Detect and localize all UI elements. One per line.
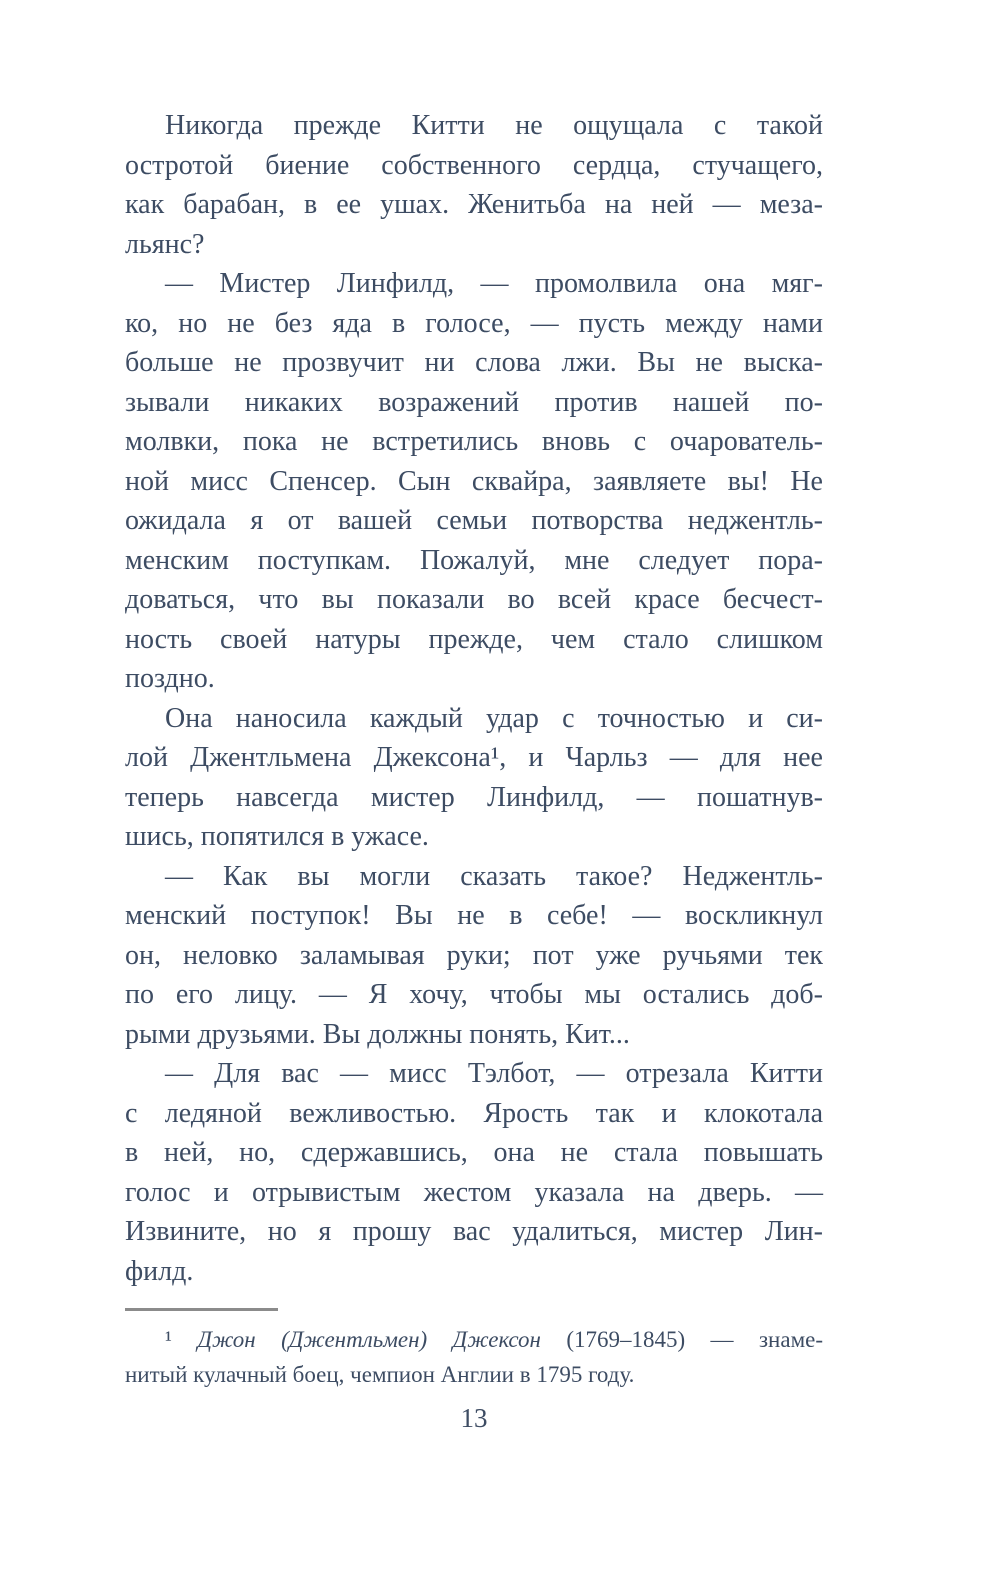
footnote-line [125, 1357, 823, 1392]
text-line: Никогда прежде Китти не ощущала с такой [165, 110, 823, 141]
paragraph [125, 857, 823, 1055]
text-line: он, неловко заламывая руки; пот уже ручьями тек [125, 939, 823, 971]
text-line: в ней, но, сдержавшись, она не стала повышать [125, 1137, 823, 1168]
footnote-text: ¹ [165, 1327, 198, 1352]
text-line: зывали никаких возражений против нашей по- [125, 386, 823, 418]
footnote-line [125, 1322, 823, 1357]
text-line: остротой биение собственного сердца, стучащего, [125, 149, 823, 181]
text-line: голос и отрывистым жестом указала на дверь. — [125, 1176, 823, 1208]
text-line: молвки, пока не встретились вновь с очарователь- [125, 426, 823, 457]
text-line: ожидала я от вашей семьи потворства неджентль- [125, 505, 823, 536]
text-line: филд. [125, 1255, 194, 1287]
text-line: ко, но не без яда в голосе, — пусть между нами [125, 307, 823, 339]
text-line: менским поступкам. Пожалуй, мне следует пора- [125, 544, 823, 576]
footnote-divider [125, 1308, 278, 1311]
footnote-block [125, 1322, 823, 1392]
text-line: больше не прозвучит ни слова лжи. Вы не выска- [125, 347, 823, 378]
paragraph [125, 699, 823, 857]
text-line: ной мисс Спенсер. Сын сквайра, заявляете вы! Не [125, 465, 823, 497]
page-number: 13 [460, 1403, 488, 1433]
text-line: — Как вы могли сказать такое? Неджентль- [165, 860, 823, 892]
paragraph [125, 1054, 823, 1291]
text-line: рыми друзьями. Вы должны понять, Кит... [125, 1018, 630, 1050]
text-line: как барабан, в ее ушах. Женитьба на ней — меза- [125, 189, 823, 220]
text-line: Она наносила каждый удар с точностью и си- [165, 702, 823, 734]
footnote-name-italic: Джон (Джентльмен) Джексон [197, 1327, 541, 1352]
footnote-text: нитый кулачный боец, чемпион Англии в 1795 году. [125, 1362, 635, 1387]
text-line: ность своей натуры прежде, чем стало слишком [125, 623, 823, 655]
text-line: поздно. [125, 663, 215, 694]
text-line: — Для вас — мисс Тэлбот, — отрезала Китти [165, 1058, 823, 1089]
text-block [125, 106, 823, 1291]
paragraph [125, 106, 823, 264]
text-line: лой Джентльмена Джексона¹, и Чарльз — для нее [125, 742, 823, 773]
text-line: теперь навсегда мистер Линфилд, — пошатнув- [125, 781, 823, 813]
text-line: менский поступок! Вы не в себе! — воскликнул [125, 900, 823, 931]
text-line: — Мистер Линфилд, — промолвила она мяг- [165, 268, 823, 299]
text-line: Извините, но я прошу вас удалиться, мистер Лин- [125, 1216, 823, 1247]
paragraph [125, 264, 823, 699]
text-line: по его лицу. — Я хочу, чтобы мы остались доб- [125, 979, 823, 1010]
footnote-text: (1769–1845) — знаме- [540, 1327, 823, 1352]
text-line: доваться, что вы показали во всей красе бесчест- [125, 584, 823, 615]
text-line: льянс? [125, 228, 205, 260]
text-line: с ледяной вежливостью. Ярость так и клокотала [125, 1097, 823, 1129]
text-line: шись, попятился в ужасе. [125, 821, 429, 852]
